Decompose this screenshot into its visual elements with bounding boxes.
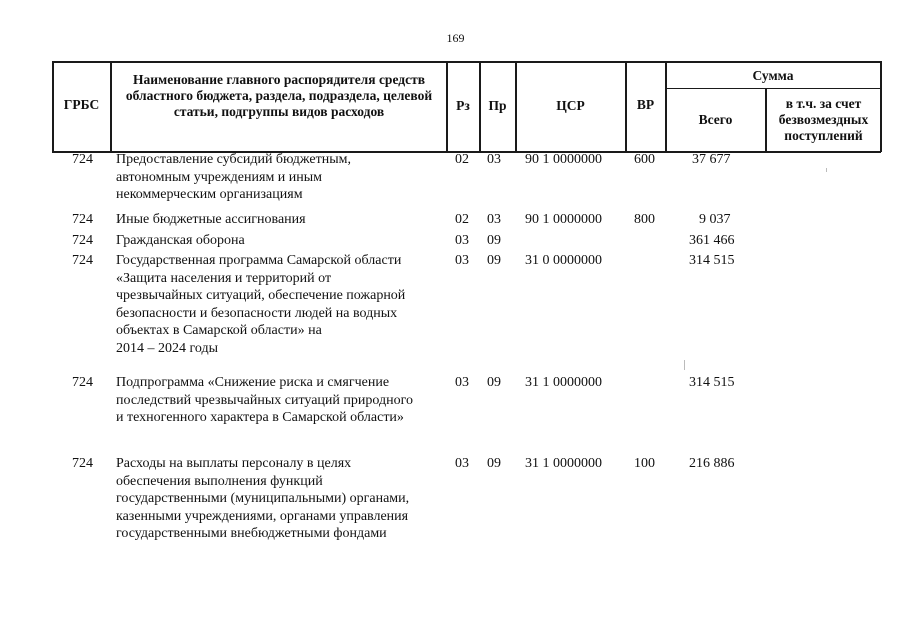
cell-rz: 02: [455, 152, 469, 167]
cell-vsego: 314 515: [689, 253, 735, 268]
cell-vr: 600: [634, 152, 655, 167]
cell-pr: 09: [487, 233, 501, 248]
header-rz: Рз: [456, 98, 470, 113]
cell-name: Предоставление субсидий бюджетным, автономным учреждениям и иным некоммерческим организациям: [116, 152, 352, 202]
page-number: 169: [446, 31, 465, 45]
cell-pr: 09: [487, 456, 501, 471]
cell-vr: 100: [634, 456, 655, 471]
header-top-border: [52, 61, 881, 63]
cell-vsego: 9 037: [699, 212, 731, 227]
cell-vsego: 361 466: [689, 233, 735, 248]
cell-csr: 90 1 0000000: [525, 152, 602, 167]
cell-vr: 800: [634, 212, 655, 227]
cell-vsego: 314 515: [689, 375, 735, 390]
scan-mark: [684, 360, 685, 370]
cell-vsego: 216 886: [689, 456, 735, 471]
cell-csr: 31 1 0000000: [525, 456, 602, 471]
cell-name: Расходы на выплаты персоналу в целях обеспечения выполнения функций государственными (муниципальными) органами, казенными учреждениями, органами управления государственными внебюджетными фондами: [116, 456, 410, 541]
cell-grbs: 724: [72, 152, 93, 167]
summa-divider: [665, 88, 881, 89]
cell-grbs: 724: [72, 212, 93, 227]
cell-name: Гражданская оборона: [116, 233, 245, 248]
cell-pr: 09: [487, 253, 501, 268]
cell-name: Подпрограмма «Снижение риска и смягчение последствий чрезвычайных ситуаций природного и техногенного характера в Самарской области»: [116, 375, 413, 425]
header-vtch: в т.ч. за счет безвозмездных поступлений: [778, 96, 869, 143]
cell-grbs: 724: [72, 233, 93, 248]
cell-grbs: 724: [72, 456, 93, 471]
cell-grbs: 724: [72, 375, 93, 390]
cell-csr: 31 1 0000000: [525, 375, 602, 390]
header-pr: Пр: [488, 98, 507, 113]
cell-rz: 03: [455, 456, 469, 471]
scan-mark: [826, 168, 827, 172]
cell-vsego: 37 677: [692, 152, 731, 167]
header-csr: ЦСР: [556, 98, 585, 113]
cell-csr: 31 0 0000000: [525, 253, 602, 268]
header-name: Наименование главного распорядителя средств областного бюджета, раздела, подраздела, целевой статьи, подгруппы видов расходов: [125, 72, 433, 119]
header-vsego: Всего: [698, 112, 733, 127]
cell-csr: 90 1 0000000: [525, 212, 602, 227]
cell-grbs: 724: [72, 253, 93, 268]
cell-pr: 03: [487, 152, 501, 167]
cell-name: Иные бюджетные ассигнования: [116, 212, 306, 227]
cell-rz: 03: [455, 253, 469, 268]
cell-name: Государственная программа Самарской области «Защита населения и территорий от чрезвычайных ситуаций, обеспечение пожарной безопасности и безопасности людей на водных объектах в Самарской области» на 2014 – 2024 годы: [116, 253, 406, 356]
cell-pr: 03: [487, 212, 501, 227]
cell-rz: 02: [455, 212, 469, 227]
cell-rz: 03: [455, 375, 469, 390]
col-border: [880, 61, 882, 152]
header-vr: ВР: [636, 97, 655, 112]
header-summa: Сумма: [752, 68, 794, 83]
header-grbs: ГРБС: [63, 97, 100, 112]
cell-pr: 09: [487, 375, 501, 390]
cell-rz: 03: [455, 233, 469, 248]
